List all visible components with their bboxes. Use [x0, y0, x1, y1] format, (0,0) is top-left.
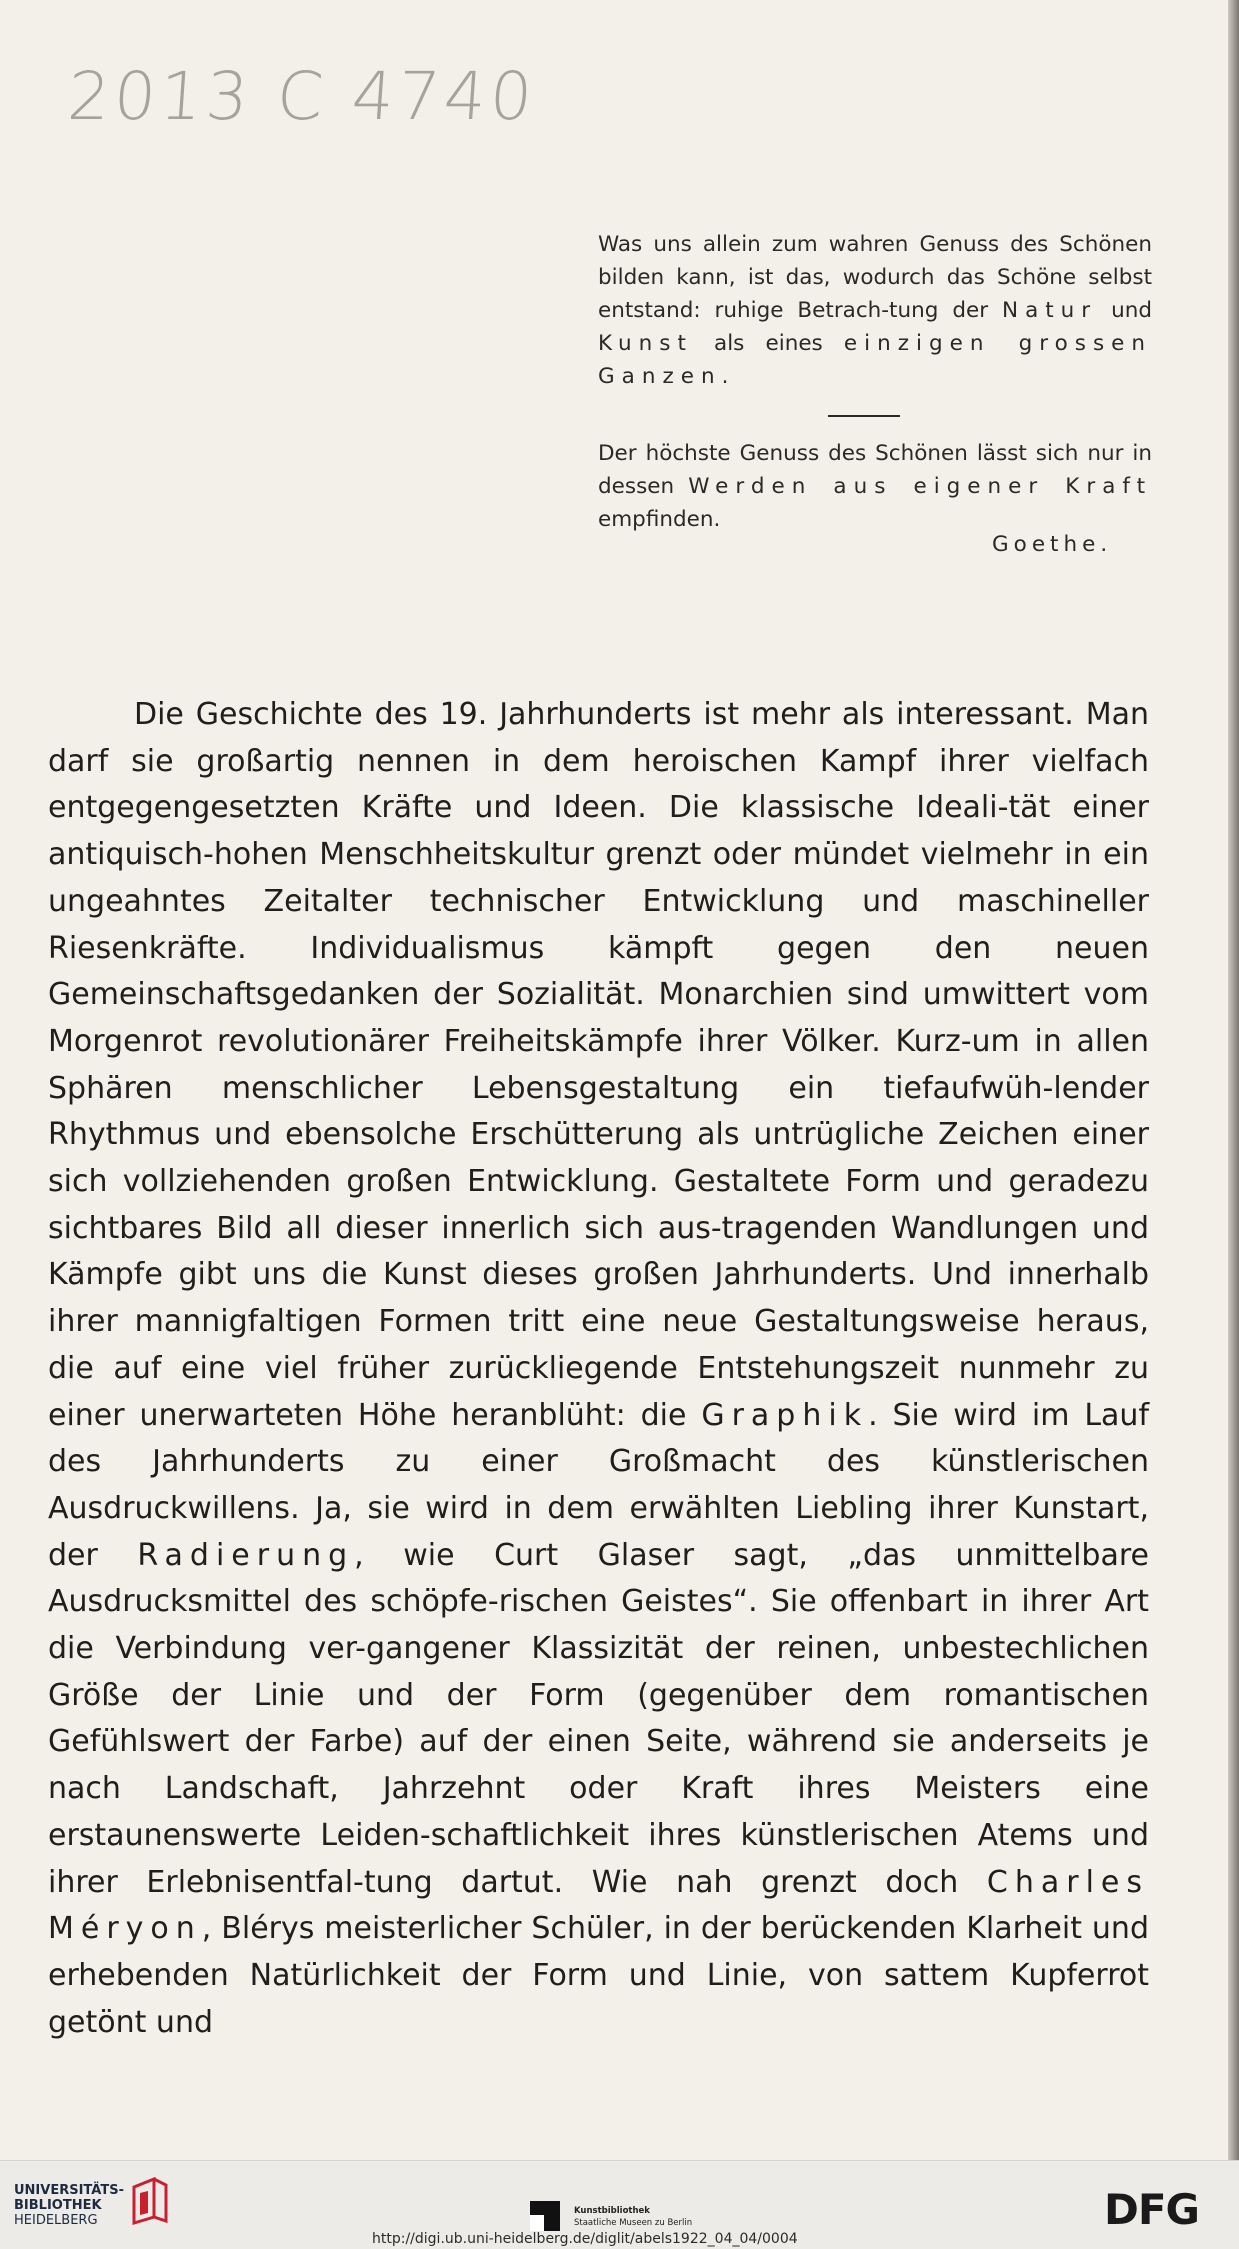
main-text: [48, 692, 1149, 2046]
handwritten-shelfmark: 2013 C 4740: [65, 58, 539, 135]
motto-spaced-kunst: Kunst: [598, 331, 693, 356]
main-text-run: , Blérys meisterlicher Schüler, in der berückenden Klarheit und erhebenden Natürlichkeit der Form und Linie, von sattem Kupferrot getönt und: [48, 1911, 1149, 2040]
motto-paragraph-2: [598, 437, 1152, 536]
ub-logo-line: HEIDELBERG: [14, 2213, 98, 2228]
ub-heidelberg-logo[interactable]: [14, 2183, 124, 2228]
motto-block: [598, 228, 1152, 536]
motto-spaced-werden: Werden aus eigener Kraft: [688, 474, 1153, 499]
kb-line: Staatliche Museen zu Berlin: [574, 2218, 693, 2228]
ub-logo-line: UNIVERSITÄTS-: [14, 2183, 124, 2198]
dfg-logo[interactable]: DFG: [1104, 2185, 1200, 2234]
spaced-name-meryon: Charles Méryon: [48, 1864, 1149, 1947]
motto-attribution: Goethe.: [992, 532, 1113, 557]
main-text-run: Die Geschichte des 19. Jahrhunderts ist mehr als interessant. Man darf sie großartig nennen in dem heroischen Kampf ihrer vielfach entgegengesetzten Kräfte und Ideen. Die klassische Ideali-tät einer antiquisch-hohen Menschheitskultur grenzt oder mündet vielmehr in ein ungeahntes Zeitalter technischer Entwicklung und maschineller Riesenkräfte. Individualismus kämpft gegen den neuen Gemeinschaftsgedanken der Sozialität. Monarchien sind umwittert vom Morgenrot revolutionärer Freiheitskämpfe ihrer Völker. Kurz-um in allen Sphären menschlicher Lebensgestaltung ein tiefaufwüh-lender Rhythmus und ebensolche Erschütterung als untrügliche Zeichen einer sich vollziehenden großen Entwicklung. Gestaltete Form und geradezu sichtbares Bild all dieser innerlich sich aus-tragenden Wandlungen und Kämpfe gibt uns die Kunst dieses großen Jahrhunderts. Und innerhalb ihrer mannigfaltigen Formen tritt eine neue Gestaltungsweise heraus, die auf eine viel früher zurückliegende Entstehungszeit nunmehr zu einer unerwarteten Höhe heranblüht: die: [48, 697, 1149, 1433]
kb-line: Kunstbibliothek: [574, 2206, 650, 2216]
motto-text: und: [1097, 298, 1152, 323]
motto-spaced-ganzen: einzigen grossen Ganzen.: [598, 331, 1152, 389]
main-paragraph: [48, 692, 1149, 2046]
motto-paragraph-1: [598, 228, 1152, 393]
spaced-term-radierung: Radierung: [137, 1537, 355, 1573]
motto-text: als eines: [692, 331, 844, 356]
page-edge-shadow: [1228, 0, 1239, 2160]
digitization-footer: [0, 2160, 1239, 2249]
main-text-run: , wie Curt Glaser sagt, „das unmittelbare Ausdrucksmittel des schöpfe-rischen Geistes“. Sie offenbart in ihrer Art die Verbindung ver-gangener Klassizität der reinen, unbestechlichen Größe der Linie und der Form (gegenüber dem romantischen Gefühlswert der Farbe) auf der einen Seite, während sie anderseits je nach Landschaft, Jahrzehnt oder Kraft ihres Meisters eine erstaunenswerte Leiden-schaftlichkeit ihres künstlerischen Atems und ihrer Erlebnisentfal-tung dartut. Wie nah grenzt doch: [48, 1537, 1149, 1900]
spaced-term-graphik: Graphik: [701, 1397, 869, 1433]
ub-logo-line: BIBLIOTHEK: [14, 2198, 102, 2213]
ub-heidelberg-emblem-icon: [130, 2177, 170, 2225]
permalink-url[interactable]: http://digi.ub.uni-heidelberg.de/diglit/abels1922_04_04/0004: [372, 2231, 798, 2247]
motto-divider: [828, 415, 900, 417]
motto-spaced-natur: Natur: [1001, 298, 1098, 323]
kunstbibliothek-label: [574, 2205, 692, 2229]
motto-text: Der höchste Genuss des Schönen lässt sich nur in dessen: [598, 441, 1152, 499]
kunstbibliothek-logo-icon[interactable]: [530, 2201, 560, 2231]
motto-text: Was uns allein zum wahren Genuss des Schönen bilden kann, ist das, wodurch das Schöne selbst entstand: ruhige Betrach-tung der: [598, 232, 1152, 323]
motto-text: empfinden.: [598, 507, 721, 532]
main-text-run: . Sie wird im Lauf des Jahrhunderts zu einer Großmacht des künstlerischen Ausdruckwillens. Ja, sie wird in dem erwählten Liebling ihrer Kunstart, der: [48, 1397, 1150, 1573]
